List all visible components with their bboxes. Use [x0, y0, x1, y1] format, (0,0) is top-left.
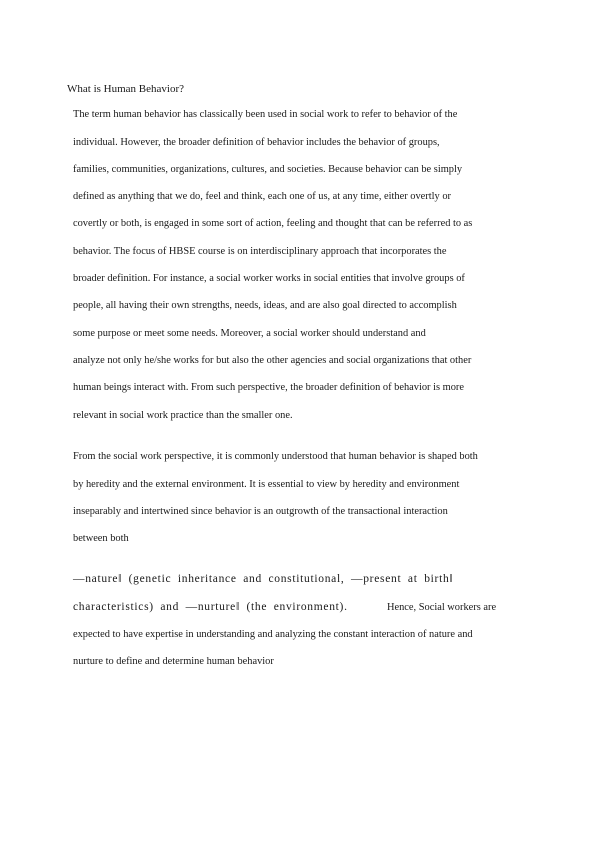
paragraph-line: families, communities, organizations, cultures, and societies. Because behavior can be simply [73, 164, 463, 175]
paragraph-line: defined as anything that we do, feel and think, each one of us, at any time, either overtly or [73, 191, 451, 202]
paragraph-line: individual. However, the broader definition of behavior includes the behavior of groups, [73, 137, 440, 148]
paragraph-line: some purpose or meet some needs. Moreover, a social worker should understand and [73, 328, 426, 339]
paragraph-line: covertly or both, is engaged in some sort of action, feeling and thought that can be referred to as [73, 218, 473, 229]
paragraph-line: From the social work perspective, it is commonly understood that human behavior is shaped both [73, 451, 478, 462]
paragraph-line: by heredity and the external environment. It is essential to view by heredity and environment [73, 479, 460, 490]
paragraph-line: analyze not only he/she works for but also the other agencies and social organizations that other [73, 355, 472, 366]
paragraph-line: broader definition. For instance, a social worker works in social entities that involve groups of [73, 273, 465, 284]
paragraph-line: inseparably and intertwined since behavior is an outgrowth of the transactional interaction [73, 506, 448, 517]
paragraph-line: nurture to define and determine human behavior [73, 656, 274, 667]
paragraph-line: Hence, Social workers are [387, 602, 497, 613]
paragraph-line: ―nature‖ (genetic inheritance and constitutional, ―present at birth‖ [73, 573, 454, 585]
paragraph-line: behavior. The focus of HBSE course is on interdisciplinary approach that incorporates the [73, 246, 447, 257]
paragraph-line: characteristics) and ―nurture‖ (the environment). [73, 601, 348, 613]
paragraph-line: between both [73, 533, 129, 544]
section-heading: What is Human Behavior? [67, 83, 184, 95]
paragraph-line: human beings interact with. From such perspective, the broader definition of behavior is more [73, 382, 464, 393]
paragraph-line: The term human behavior has classically been used in social work to refer to behavior of the [73, 109, 458, 120]
paragraph-line: people, all having their own strengths, needs, ideas, and are also goal directed to accomplish [73, 300, 457, 311]
paragraph-line: relevant in social work practice than the smaller one. [73, 410, 293, 421]
paragraph-line: expected to have expertise in understanding and analyzing the constant interaction of nature and [73, 629, 473, 640]
